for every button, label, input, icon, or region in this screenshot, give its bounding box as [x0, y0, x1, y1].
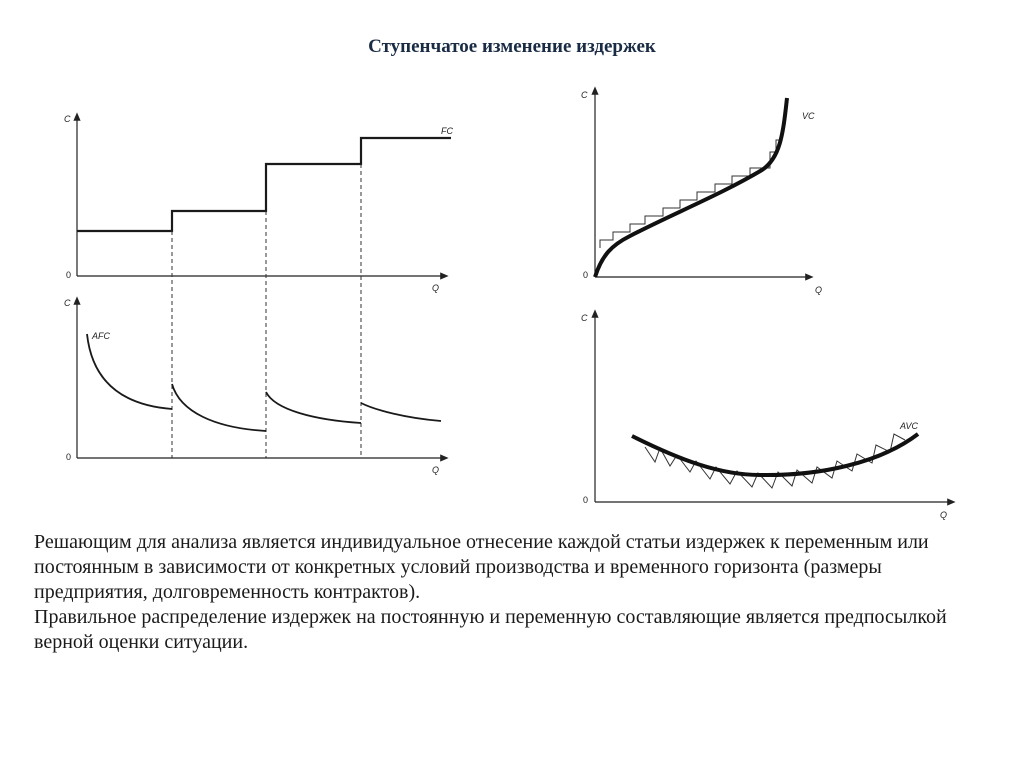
vc-chart [581, 90, 822, 295]
afc-y-label: C [64, 298, 71, 308]
fc-curve [77, 138, 451, 231]
vc-origin-label: 0 [583, 270, 589, 280]
body-paragraph-1: Решающим для анализа является индивидуальное отнесение каждой статьи издержек к переменным или постоянным в зависимости от конкретных условий производства и временного горизонта (размеры предприятия, долговременность контрактов). [34, 531, 929, 603]
avc-y-label: C [581, 313, 588, 323]
vc-curve-label: VC [802, 111, 815, 121]
vc-x-label: Q [815, 285, 823, 295]
fc-origin-label: 0 [66, 270, 72, 280]
avc-curve-label: AVC [900, 421, 919, 431]
afc-curve-label: AFC [92, 331, 110, 341]
avc-origin-label: 0 [583, 495, 589, 505]
fc-chart [64, 114, 453, 293]
afc-segment-4 [361, 403, 441, 421]
avc-chart [581, 313, 952, 520]
slide-body-text [34, 530, 994, 655]
fc-y-label: C [64, 114, 71, 124]
avc-x-label: Q [940, 510, 948, 520]
slide-title: Ступенчатое изменение издержек [368, 36, 656, 57]
afc-segment-1 [87, 334, 172, 409]
fc-curve-label: FC [441, 126, 453, 136]
afc-x-label: Q [432, 465, 440, 475]
afc-segment-2 [172, 384, 266, 431]
vc-step-approximation [600, 126, 782, 248]
vc-curve [595, 98, 787, 277]
afc-origin-label: 0 [66, 452, 72, 462]
avc-curve [632, 434, 918, 475]
afc-segment-3 [266, 392, 361, 423]
body-paragraph-2: Правильное распределение издержек на постоянную и переменную составляющие является предпосылкой верной оценки ситуации. [34, 606, 947, 653]
fc-x-label: Q [432, 283, 440, 293]
vc-y-label: C [581, 90, 588, 100]
afc-chart [64, 298, 445, 475]
